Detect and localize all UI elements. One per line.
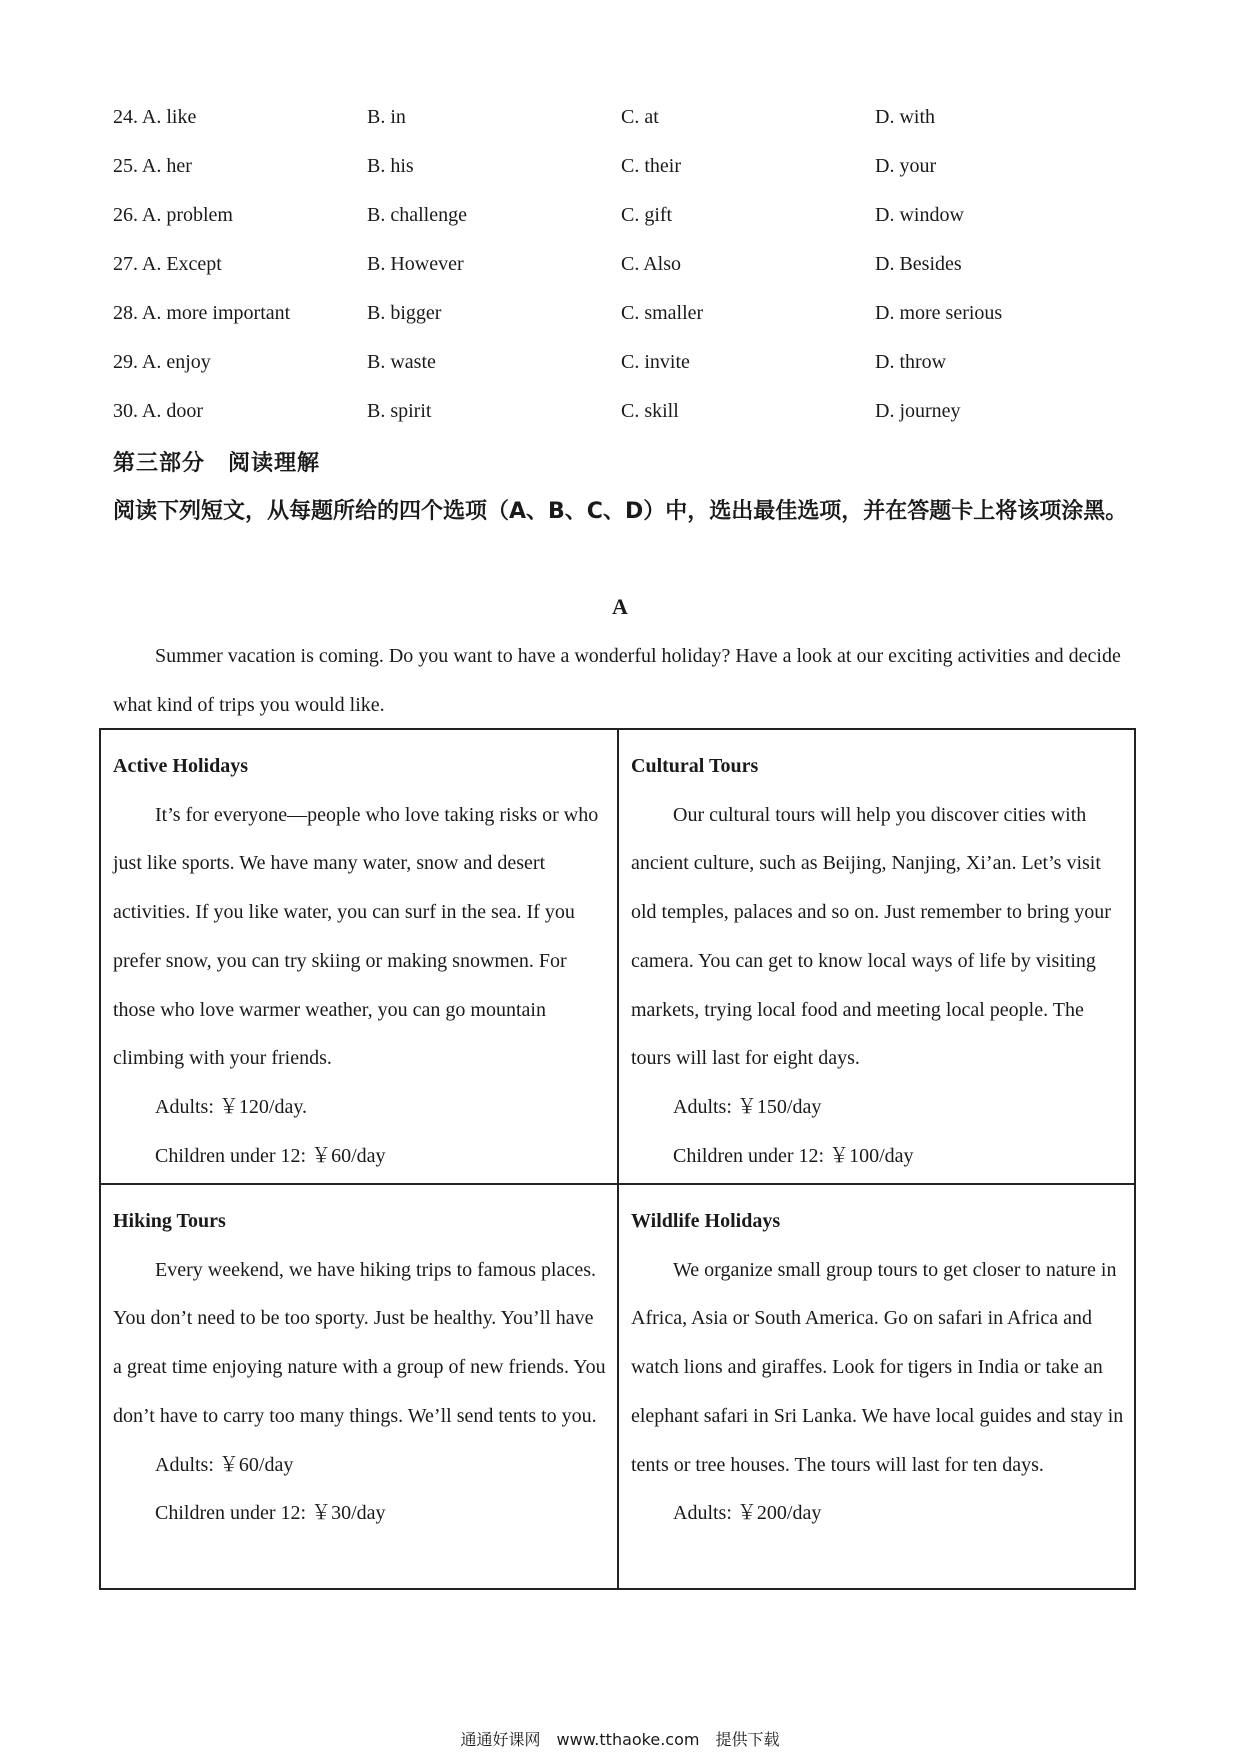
wildlife-holidays-cell bbox=[619, 1185, 1134, 1588]
option-a: 25. A. her bbox=[113, 155, 192, 177]
passage-intro: Summer vacation is coming. Do you want to have a wonderful holiday? Have a look at our exciting activities and decide what kind of trips you would like. bbox=[113, 645, 1121, 716]
option-b: B. challenge bbox=[367, 204, 467, 226]
option-c: C. at bbox=[621, 106, 659, 128]
option-d: D. throw bbox=[875, 351, 947, 373]
activities-table bbox=[99, 728, 1136, 1590]
option-row-29 bbox=[113, 351, 1123, 381]
cell-title: Wildlife Holidays bbox=[631, 1210, 781, 1232]
section-instructions: 阅读下列短文，从每题所给的四个选项（A、B、C、D）中，选出最佳选项，并在答题卡上将该项涂黑。 bbox=[113, 499, 1128, 524]
option-d: D. window bbox=[875, 204, 964, 226]
child-price: Children under 12: ￥30/day bbox=[155, 1502, 386, 1525]
hiking-tours-cell bbox=[101, 1185, 619, 1588]
adult-price: Adults: ￥60/day bbox=[155, 1453, 294, 1476]
option-a: 26. A. problem bbox=[113, 204, 233, 226]
option-b: B. in bbox=[367, 106, 406, 128]
option-row-28 bbox=[113, 302, 1123, 332]
cell-text: We organize small group tours to get closer to nature in Africa, Asia or South America. Go on safari in Africa and watch lions and giraffes. Look for tigers in India or take an elephant safari in Sri Lanka. We have local guides and stay in tents or tree houses. The tours will last for ten days. bbox=[631, 1258, 1124, 1476]
option-row-30 bbox=[113, 400, 1123, 430]
section-title: 第三部分 阅读理解 bbox=[113, 451, 321, 476]
cell-text: Every weekend, we have hiking trips to famous places. You don’t need to be too sporty. Just be healthy. You’ll have a great time enjoying nature with a group of new friends. You don’t have to carry too many things. We’ll send tents to you. bbox=[113, 1258, 606, 1427]
option-b: B. bigger bbox=[367, 302, 442, 324]
cell-text: Our cultural tours will help you discover cities with ancient culture, such as Beijing, Nanjing, Xi’an. Let’s visit old temples, palaces and so on. Just remember to bring your camera. You can get to know local ways of life by visiting markets, trying local food and meeting local people. The tours will last for eight days. bbox=[631, 803, 1111, 1070]
option-d: D. journey bbox=[875, 400, 961, 422]
option-row-24 bbox=[113, 106, 1123, 136]
option-b: B. his bbox=[367, 155, 414, 177]
cell-title: Hiking Tours bbox=[113, 1210, 226, 1232]
option-c: C. skill bbox=[621, 400, 679, 422]
option-c: C. smaller bbox=[621, 302, 704, 324]
option-a: 24. A. like bbox=[113, 106, 197, 128]
option-c: C. their bbox=[621, 155, 681, 177]
cell-title: Active Holidays bbox=[113, 755, 248, 777]
option-row-27 bbox=[113, 253, 1123, 283]
page-footer: 通通好课网 www.tthaoke.com 提供下载 bbox=[460, 1730, 780, 1749]
option-b: B. However bbox=[367, 253, 464, 275]
option-c: C. Also bbox=[621, 253, 682, 275]
option-c: C. gift bbox=[621, 204, 673, 226]
child-price: Children under 12: ￥60/day bbox=[155, 1144, 386, 1167]
cultural-tours-cell bbox=[619, 730, 1134, 1185]
cell-title: Cultural Tours bbox=[631, 755, 759, 777]
cell-text: It’s for everyone—people who love taking risks or who just like sports. We have many water, snow and desert activities. If you like water, you can surf in the sea. If you prefer snow, you can try skiing or making snowmen. For those who love warmer weather, you can go mountain climbing with your friends. bbox=[113, 803, 599, 1070]
option-a: 29. A. enjoy bbox=[113, 351, 211, 373]
option-c: C. invite bbox=[621, 351, 690, 373]
passage-label: A bbox=[612, 594, 628, 619]
option-b: B. spirit bbox=[367, 400, 432, 422]
option-a: 27. A. Except bbox=[113, 253, 222, 275]
option-row-26 bbox=[113, 204, 1123, 234]
option-a: 28. A. more important bbox=[113, 302, 291, 324]
adult-price: Adults: ￥120/day. bbox=[155, 1095, 308, 1118]
option-d: D. your bbox=[875, 155, 937, 177]
option-d: D. Besides bbox=[875, 253, 962, 275]
adult-price: Adults: ￥150/day bbox=[673, 1095, 822, 1118]
child-price: Children under 12: ￥100/day bbox=[673, 1144, 914, 1167]
active-holidays-cell bbox=[101, 730, 619, 1185]
option-b: B. waste bbox=[367, 351, 436, 373]
option-a: 30. A. door bbox=[113, 400, 203, 422]
option-row-25 bbox=[113, 155, 1123, 185]
adult-price: Adults: ￥200/day bbox=[673, 1502, 822, 1525]
option-d: D. with bbox=[875, 106, 935, 128]
option-d: D. more serious bbox=[875, 302, 1003, 324]
